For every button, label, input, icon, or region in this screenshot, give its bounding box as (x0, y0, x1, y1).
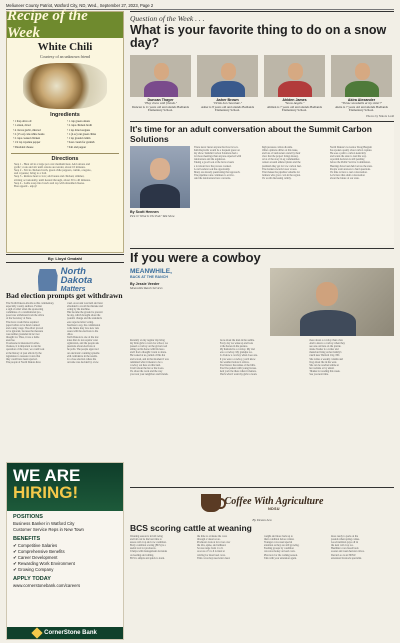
article-line: centers around ethanol plants and the (262, 161, 301, 165)
column-brand-line2: BACK AT THE RANCH (130, 275, 168, 279)
article-line: The move would have required (6, 320, 39, 324)
article-line: A permit decision is still pending (330, 158, 365, 162)
article-line: my show. Summit Carbon Solutions had a (194, 152, 238, 156)
article-line: with confidence in the results. (66, 354, 98, 358)
article-line: If someone is interested in effec- (6, 342, 41, 346)
student-detail: Ahlden is 7 years old and attends Badlands Elementary School. (267, 104, 322, 113)
cowboy-col3 (309, 339, 394, 376)
north-dakota-map-icon (38, 269, 58, 291)
article-line: has spoken openly about carbon capture. (330, 149, 373, 153)
article-line: sooner and wean heavier calves. (331, 550, 365, 554)
direction-line: Bon appetit - enjoy! (14, 184, 38, 188)
article-line: That makes the pipeline valuable for (262, 170, 300, 174)
article-line: you treat your neighbors and friends. (130, 373, 169, 377)
article-line: Let's have that adult conversation (330, 173, 365, 177)
article-line: premium they get for low carbon fuel. (262, 164, 302, 168)
article-line: Devan Leo is an NDSU (331, 553, 356, 557)
article-line: office. (66, 332, 74, 336)
article-line: system's change and the standards (66, 317, 102, 321)
directions-box (11, 153, 119, 189)
article-line: they could have been rejected. (6, 357, 38, 361)
article-line: See you next time. (309, 373, 329, 377)
benefit-item: ✔ Career Development (13, 555, 58, 560)
benefit-item: ✔ Competitive Salaries (13, 543, 58, 548)
article-line: Producers look at fat cover over (197, 541, 231, 545)
article-line: If you were a cowboy, you'd know (219, 357, 256, 361)
ingredient-item: • Sour cream for garnish (67, 141, 95, 145)
article-line: tiveness, it is important to run the (6, 345, 41, 349)
article-line: Hearings have been held across the state. (330, 164, 373, 168)
article-line: operation of the voter, we could look (6, 348, 45, 352)
direction-line: and cayenne; bring to a boil. (14, 172, 47, 176)
student-detail: Duncan is 11 years old and attends Badlands Elementary School. (132, 104, 189, 113)
article-line: on feeding and culling. (130, 553, 154, 557)
article-line: our electronic counting systems (66, 351, 100, 355)
article-line: to be ignorant, because the measure (6, 329, 44, 333)
article-line: outcome was decided by a few. (66, 360, 99, 364)
student-name: Duncan Thayer (147, 98, 174, 102)
article-line: A lot of the story in ag communities (262, 158, 300, 162)
student-quote: "Drink hot chocolate." (213, 101, 242, 105)
nd-article-col2 (67, 302, 125, 364)
article-line: extension livestock specialist. (331, 556, 362, 560)
apply-title: APPLY TODAY (13, 576, 51, 582)
direction-line: Step 1 - Heat oil in a large pot over medium heat. Add onions and (14, 163, 90, 167)
benefits-list (7, 543, 123, 573)
student-card (197, 55, 258, 113)
article-line: at the history of past efforts by the (6, 351, 42, 355)
article-line: the time to evaluate the cows (197, 535, 228, 538)
student-quote: "Throw snowballs at my sister!" (341, 101, 382, 105)
article-line: And the landowners have concerns. (194, 176, 231, 180)
article-line: before the Public Service Commission. (330, 161, 371, 165)
direction-line: Step 3 - Reduce heat to low; add beans and chicken; simmer, (14, 175, 85, 179)
article-line: exercise. (6, 339, 16, 343)
article-line: Weaning season is in full swing (130, 535, 163, 538)
ingredient-item: • Shredded cheese (13, 145, 34, 149)
ingredient-item: • 2 cups cooked chicken (13, 137, 41, 141)
coffee-author: By Devan Leo (252, 518, 272, 522)
summit-headline: It's time for an adult conversation about the Summit Carbon Solutions (130, 124, 372, 144)
article-line: So I know a cowboy when I see one. (219, 354, 258, 358)
article-line: Good nutrition pays off in (331, 541, 359, 545)
article-line: BCS is simple and quick to learn. (130, 556, 165, 560)
article-line: In a close election where the (66, 357, 97, 361)
student-quote: "Snow Angels." (284, 101, 305, 105)
article-line: It helps with management decisions (130, 550, 168, 554)
article-line: paper ballots to be hand counted (6, 323, 40, 327)
article-line: Body condition scoring (BCS) is a (130, 544, 166, 548)
article-line: landowners and the regulators. (194, 158, 226, 162)
article-line: can save money on feed costs. (264, 550, 296, 554)
article-line: the ribs, spine, and tailhead. (197, 544, 227, 548)
cowboy-photo (270, 268, 394, 336)
article-line: attention as they are still growing. (264, 544, 300, 548)
nd-headline: Bad election prompts get withdrawn (6, 291, 123, 300)
article-line: blog about life in the west. (309, 360, 337, 364)
ingredient-item: • 1 cup green onions (67, 120, 90, 123)
article-line: their condition before winter. (264, 538, 295, 542)
cowboy-author-note: Meanwhile Ranch Services (130, 286, 163, 290)
article-line: states that do not require voter (66, 339, 98, 343)
ingredient-item: • 1/2 tsp cayenne pepper (13, 141, 41, 145)
article-line: assess calf crop and cow condition. (130, 541, 167, 545)
coffee-col4 (331, 535, 394, 560)
article-line: Jessie Veeder is a writer and (309, 348, 339, 352)
ingredients-title: Ingredients (50, 112, 80, 118)
coffee-headline: BCS scoring cattle at weaning (130, 523, 252, 533)
article-line: her website or by email. (309, 366, 335, 370)
ingredient-item: • 1 (4 oz) can green chiles (67, 132, 97, 136)
article-line: People want answers to hard questions. (330, 167, 371, 171)
article-line: useful tool for producers. (130, 547, 157, 551)
qw-photo-credit: Photos by Nikole Ladd (366, 114, 394, 119)
coffee-brand-title: Coffee With Agriculture (224, 495, 324, 507)
ingredient-item: • 2 (15 oz) cans white beans (13, 132, 45, 136)
article-line: especially county auditors. Former (6, 305, 43, 309)
recipe-credit: Courtesy of an unknown friend (40, 54, 90, 59)
student-name: Ahlden James (282, 98, 307, 102)
coffee-col2 (197, 535, 260, 560)
article-line: It's about the work and the way (130, 369, 163, 373)
article-line: see one out here on the prairie. (309, 345, 342, 349)
nd-byline: By: Lloyd Omdahl (6, 254, 124, 263)
nd-logo-line2: Dakota (60, 274, 93, 286)
coffee-logo (130, 488, 394, 518)
recipe-name: White Chili (37, 41, 93, 53)
article-line: more about a cowboy than a hat. (309, 339, 344, 342)
article-line: the weather before it arrives. (219, 360, 250, 364)
ingredient-item: • 1 tsp ground cumin (67, 137, 91, 141)
article-line: He sees a path to carbon neutrality (330, 152, 366, 156)
positions-text: Business Banker in Watford City (13, 521, 75, 526)
article-line: lot more meetings than anyone expected with (194, 155, 242, 159)
direction-line: stirring occasionally, until heated through, about 30 to 40 minutes. (14, 178, 91, 182)
article-line: pounds when spring comes. (331, 538, 360, 542)
ingredient-item: • 1 onion, diced (13, 124, 31, 128)
article-line: You'd be patient with young horses. (219, 366, 257, 370)
summit-author: By Scott Hennen (130, 210, 159, 214)
article-line: North Dakota is one of the few (66, 336, 99, 340)
article-line: a lot about how the process worked. (194, 164, 232, 168)
coffee-cup-icon (201, 494, 221, 512)
article-line: A score of 5 to 6 is ideal at (197, 550, 225, 554)
student-detail: Asher is 8 years old and attends Badlands Elementary School. (200, 104, 255, 113)
question-of-week (130, 11, 394, 119)
article-line: You'd know the names of the hills. (219, 363, 256, 367)
cowboy-article (130, 248, 394, 484)
ad-line2: HIRING! (13, 483, 79, 502)
summit-author-note: Pick it? What Is The Pod? Talk Show (130, 214, 175, 218)
article-line: reminded what it means to be a (130, 360, 163, 364)
article-line: and county wage. The effort proved (6, 326, 44, 330)
article-line: North Dakota's Governor Doug Burgum (330, 146, 372, 149)
article-line: She can be reached online at (309, 363, 339, 367)
article-line: Local leaders took the opportunity. (194, 167, 231, 171)
column-brand-line1: MEANWHILE, (130, 268, 172, 275)
author-photo (130, 146, 190, 208)
chili-bowl-image (23, 63, 107, 109)
coffee-col3 (264, 535, 327, 560)
benefit-item: ✔ Growing Company (13, 567, 54, 572)
article-line: calving for most beef cows. (197, 553, 226, 557)
article-line: Every day we wake up and look (219, 342, 253, 346)
header-dateline: Meliuneer County Patriot, Watford City, ND, Wed., September 27, 2023, Page 2 (6, 3, 154, 8)
article-line: farmers who grow corn in the region. (262, 173, 301, 177)
article-line: committee of a constitutional pro- (6, 311, 42, 315)
article-line: and wants the state to lead the way. (330, 155, 367, 159)
article-line: The people of North Dakota have (6, 360, 41, 364)
article-line: fraud. A recount was held and later (66, 302, 103, 305)
article-line: in the future may face new rule (66, 326, 99, 330)
article-line: Healthier cows breed back (331, 547, 359, 551)
article-line: Thanks for reading this week. (309, 369, 341, 373)
summit-col1 (194, 146, 258, 219)
article-line: Younger cows need special (264, 541, 293, 545)
ad-banner (7, 463, 123, 511)
article-line: The market rewards lower scores. (262, 167, 298, 171)
direction-line: Step 2 - Stir in chicken broth, green chile peppers, cumin, oregano, (14, 169, 92, 173)
article-line: Many are already questioning that approach. (194, 170, 241, 174)
article-line: weight and more back up to (264, 535, 293, 538)
article-line: And to know a cowboy when they (309, 342, 345, 346)
ingredient-item: • Salt and pepper (67, 145, 87, 149)
article-line: questions about elections at (66, 345, 96, 349)
apply-link[interactable]: www.cornerstonebank.com/careers (13, 583, 81, 588)
recipe-title: Recipe of the Week (7, 12, 123, 38)
student-detail: Akira is 7 years old and attends Badlands Elementary School. (335, 104, 388, 113)
article-line: musician living on her family's (309, 351, 342, 355)
article-line: Taking a good look at the facts reveals (194, 161, 234, 165)
article-line: passed a cowboy on the gravel road (130, 345, 168, 349)
coffee-col1 (130, 535, 193, 560)
student-name: Akira Alexander (347, 98, 376, 102)
benefit-item: ✔ Rewarding Work Environment (13, 561, 75, 566)
article-line: the polls. The people approved (66, 348, 99, 352)
article-line: more ready to pack on the (331, 535, 359, 538)
nd-article-col1 (6, 302, 64, 364)
article-line: and fall can be the best time to (130, 538, 162, 542)
student-quote: "Play chess with friends." (144, 101, 177, 105)
student-card (331, 55, 392, 113)
article-line: a sigh of relief when the sponsoring (6, 308, 44, 312)
direction-line: Step 4 - Ladle soup into bowls and top with shredded cheese. (14, 181, 85, 185)
cowboy-headline: If you were a cowboy (130, 250, 261, 265)
article-line: more about the man in the saddle. (219, 339, 255, 342)
article-line: Scores range from 1 to 9. (197, 547, 224, 551)
recipe-section (6, 8, 124, 253)
article-line: of the Secretary of State. (6, 317, 32, 321)
article-line: The pipeline route continues to evolve. (194, 173, 235, 177)
article-line: view that the project brings money. (262, 155, 299, 159)
benefits-title: BENEFITS (13, 536, 41, 542)
article-line: my little girls to town for school, we (130, 342, 168, 346)
article-line: My husband is a cowboy. My dad (219, 348, 255, 352)
summit-article (130, 121, 394, 245)
article-line: issues with the elections to the (66, 329, 99, 333)
article-line: through a visual score. (197, 538, 221, 542)
student-card (264, 55, 325, 113)
article-line: the next calf crop too. (331, 544, 354, 548)
article-line: This became the ground to prevent (66, 311, 103, 315)
article-line: Talk with your extension agent. (264, 556, 297, 560)
directions-title: Directions (51, 156, 79, 163)
article-line: It's time to have a real conversation. (330, 170, 368, 174)
article-line: Needless to say, the commission (66, 323, 101, 327)
nd-logo-line1: North (60, 265, 86, 277)
qw-tagline: Question of the Week . . . (130, 14, 205, 23)
article-line: was neither grounded in fact nor (6, 332, 40, 336)
article-line: thought for. Thus, it was a futile (6, 336, 40, 340)
ingredient-item: • 4 cloves garlic, minced (13, 128, 41, 132)
student-photo (130, 55, 191, 97)
article-line: the sky, which brought about the (66, 314, 101, 318)
article-line: And you'd be there when it matters. (219, 369, 257, 373)
article-line: about the future of our state. (330, 176, 360, 180)
benefit-item: ✔ Comprehensive Benefits (13, 549, 65, 554)
nd-article (6, 290, 124, 460)
ingredient-item: • 1 tbsp olive oil (13, 120, 32, 123)
cowboy-author: By Jessie Veeder (130, 282, 160, 286)
article-line: scheduled to avoid the mistake and (66, 305, 103, 309)
article-line: It's worth discussing calmly. (262, 176, 292, 180)
article-line: and I had a thought I want to share. (130, 351, 167, 355)
ad-line1: WE ARE (13, 466, 81, 485)
article-line: ranch near Watford City, ND. (309, 354, 340, 358)
article-line: sitting on his horse with his lasso (130, 348, 165, 352)
article-line: Feeding groups by condition (264, 547, 294, 551)
hiring-ad[interactable] (6, 462, 124, 640)
article-line: She writes a weekly column and (309, 357, 343, 361)
article-line: high pressure carbon dioxide. (262, 146, 293, 149)
bank-logo (7, 627, 123, 639)
cowboy-col1 (130, 339, 215, 376)
article-line: registration, and the people ask (66, 342, 99, 346)
article-line: was a cowboy. My grandpa too. (219, 351, 253, 355)
summit-col2 (262, 146, 326, 219)
article-line: were rejected after voting. (66, 320, 94, 324)
student-photo (331, 55, 392, 97)
nd-logo-line3: Matters (60, 285, 86, 293)
article-line: Plan now for the coming season. (264, 553, 298, 557)
article-line: He looked at us, pulled off his hat (130, 354, 166, 358)
article-line: at the horses in the pasture. (219, 345, 248, 349)
ingredient-item: • 2 cups chicken broth (67, 124, 92, 128)
article-line: Thin cows may need extra feed. (197, 556, 231, 560)
bank-name: CornerStone Bank (44, 630, 97, 636)
article-line: There never luster anyone that Iowa's Gov. (194, 146, 239, 149)
summit-col3 (330, 146, 394, 219)
student-photo (264, 55, 325, 97)
qw-headline: What is your favorite thing to do on a snow day? (130, 23, 387, 50)
article-line: cowboy out here on this land. (130, 363, 161, 367)
coffee-article (130, 487, 394, 641)
ingredient-item: • 1 tsp dried oregano (67, 128, 91, 132)
student-name: Asher Brown (216, 98, 239, 102)
article-line: It isn't about the hat or the boots. (130, 366, 165, 370)
article-line: and lots of landowners stand by their (262, 152, 301, 156)
coffee-brand-sub: NDSU (268, 506, 280, 511)
cornerstone-logo-icon (31, 627, 42, 638)
positions-text-2: Customer Service Reps in New Town (13, 527, 84, 532)
student-photo (197, 55, 258, 97)
article-line: Other opinions differ on this issue, (262, 149, 298, 153)
ingredients-list (7, 118, 123, 151)
article-line: voting by the machine. (66, 308, 91, 312)
qw-photo-row (130, 55, 394, 113)
cowboy-col2 (220, 339, 305, 376)
student-card (130, 55, 191, 113)
article-line: The North Dakota Abolds as this commentary, (6, 302, 55, 305)
direction-line: garlic; cook and stir until onions are tender, about 10 minutes. (14, 166, 86, 170)
positions-title: POSITIONS (13, 514, 43, 520)
article-line: Kim Reynolds would be a frequent guest on (194, 149, 240, 153)
directions-text (11, 162, 119, 189)
article-line: Recently on my regular trip bring (130, 339, 165, 342)
article-line: posal was withdrawn from the office (6, 314, 45, 318)
article-line: legislature to reassure voters that (6, 354, 41, 358)
article-line: That's what I want my girls to learn. (219, 373, 258, 377)
article-line: and waved, and in that moment I was (130, 357, 169, 361)
